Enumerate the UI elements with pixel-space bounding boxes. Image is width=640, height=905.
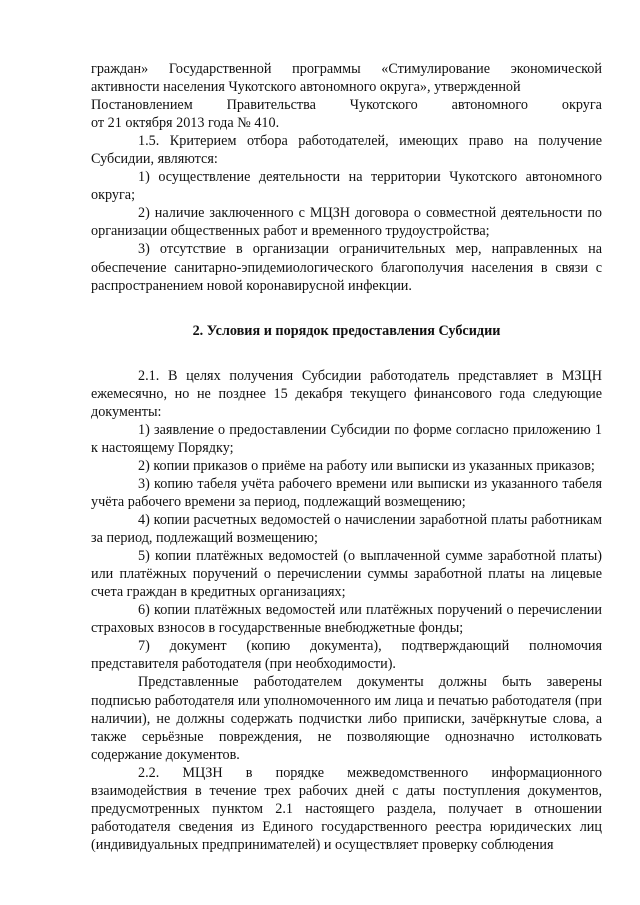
postanovlenie-word: автономного [451,97,528,114]
paragraph-2-2: 2.2. МЦЗН в порядке межведомственного информационного взаимодействия в течение трех рабочих дней с даты поступления документов, предусмотренных пунктом 2.1 настоящего раздела, получает в отношении работодателя сведения из Единого государственного реестра юридических лиц (индивидуальных предпринимателей) и осуществляет проверку соблюдения [91,764,602,853]
paragraph-criteria: 1.5. Критерием отбора работодателей, имеющих право на получение Субсидии, являются: [91,133,602,168]
paragraph-date: от 21 октября 2013 года № 410. [91,115,280,132]
document-body [91,60,602,854]
list-item-doc-1: 1) заявление о предоставлении Субсидии по форме согласно приложению 1 к настоящему Порядку; [91,421,602,456]
list-item-doc-6: 6) копии платёжных ведомостей или платёжных поручений о перечислении страховых взносов в государственные внебюджетные фонды; [91,602,602,637]
postanovlenie-word: Правительства [226,97,316,114]
paragraph-certification: Представленные работодателем документы должны быть заверены подписью работодателя или уполномоченного им лица и печатью работодателя (при наличии), не должны содержать подчистки либо приписки, зачёркнутые слова, а также серьёзные повреждения, не позволяющие однозначно истолковать содержание документов. [91,674,602,763]
postanovlenie-word: Постановлением [91,97,193,114]
paragraph-2-1: 2.1. В целях получения Субсидии работодатель представляет в МЗЦН ежемесячно, но не позднее 15 декабря текущего финансового года следующие документы: [91,367,602,420]
list-item-criteria-1: 1) осуществление деятельности на территории Чукотского автономного округа; [91,169,602,204]
list-item-doc-5: 5) копии платёжных ведомостей (о выплаченной сумме заработной платы) или платёжных поручений о перечислении суммы заработной платы на лицевые счета граждан в кредитных организациях; [91,548,602,601]
postanovlenie-line [91,96,602,114]
postanovlenie-word: округа [561,97,602,114]
list-item-doc-7: 7) документ (копию документа), подтверждающий полномочия представителя работодателя (при необходимости). [91,638,602,673]
list-item-doc-4: 4) копии расчетных ведомостей о начислении заработной платы работникам за период, подлежащий возмещению; [91,512,602,547]
list-item-doc-3: 3) копию табеля учёта рабочего времени или выписки из указанного табеля учёта рабочего времени за период, подлежащий возмещению; [91,475,602,510]
list-item-doc-2: 2) копии приказов о приёме на работу или выписки из указанных приказов; [138,457,595,474]
list-item-criteria-3: 3) отсутствие в организации ограничительных мер, направленных на обеспечение санитарно-эпидемиологического благополучия населения в связи с распространением новой коронавирусной инфекции. [91,241,602,294]
paragraph-continuation: граждан» Государственной программы «Стимулирование экономической активности населения Чукотского автономного округа», утвержденной [91,61,602,96]
section-heading: 2. Условия и порядок предоставления Субсидии [192,322,501,339]
postanovlenie-word: Чукотского [349,97,418,114]
list-item-criteria-2: 2) наличие заключенного с МЦЗН договора о совместной деятельности по организации общественных работ и временного трудоустройства; [91,205,602,240]
